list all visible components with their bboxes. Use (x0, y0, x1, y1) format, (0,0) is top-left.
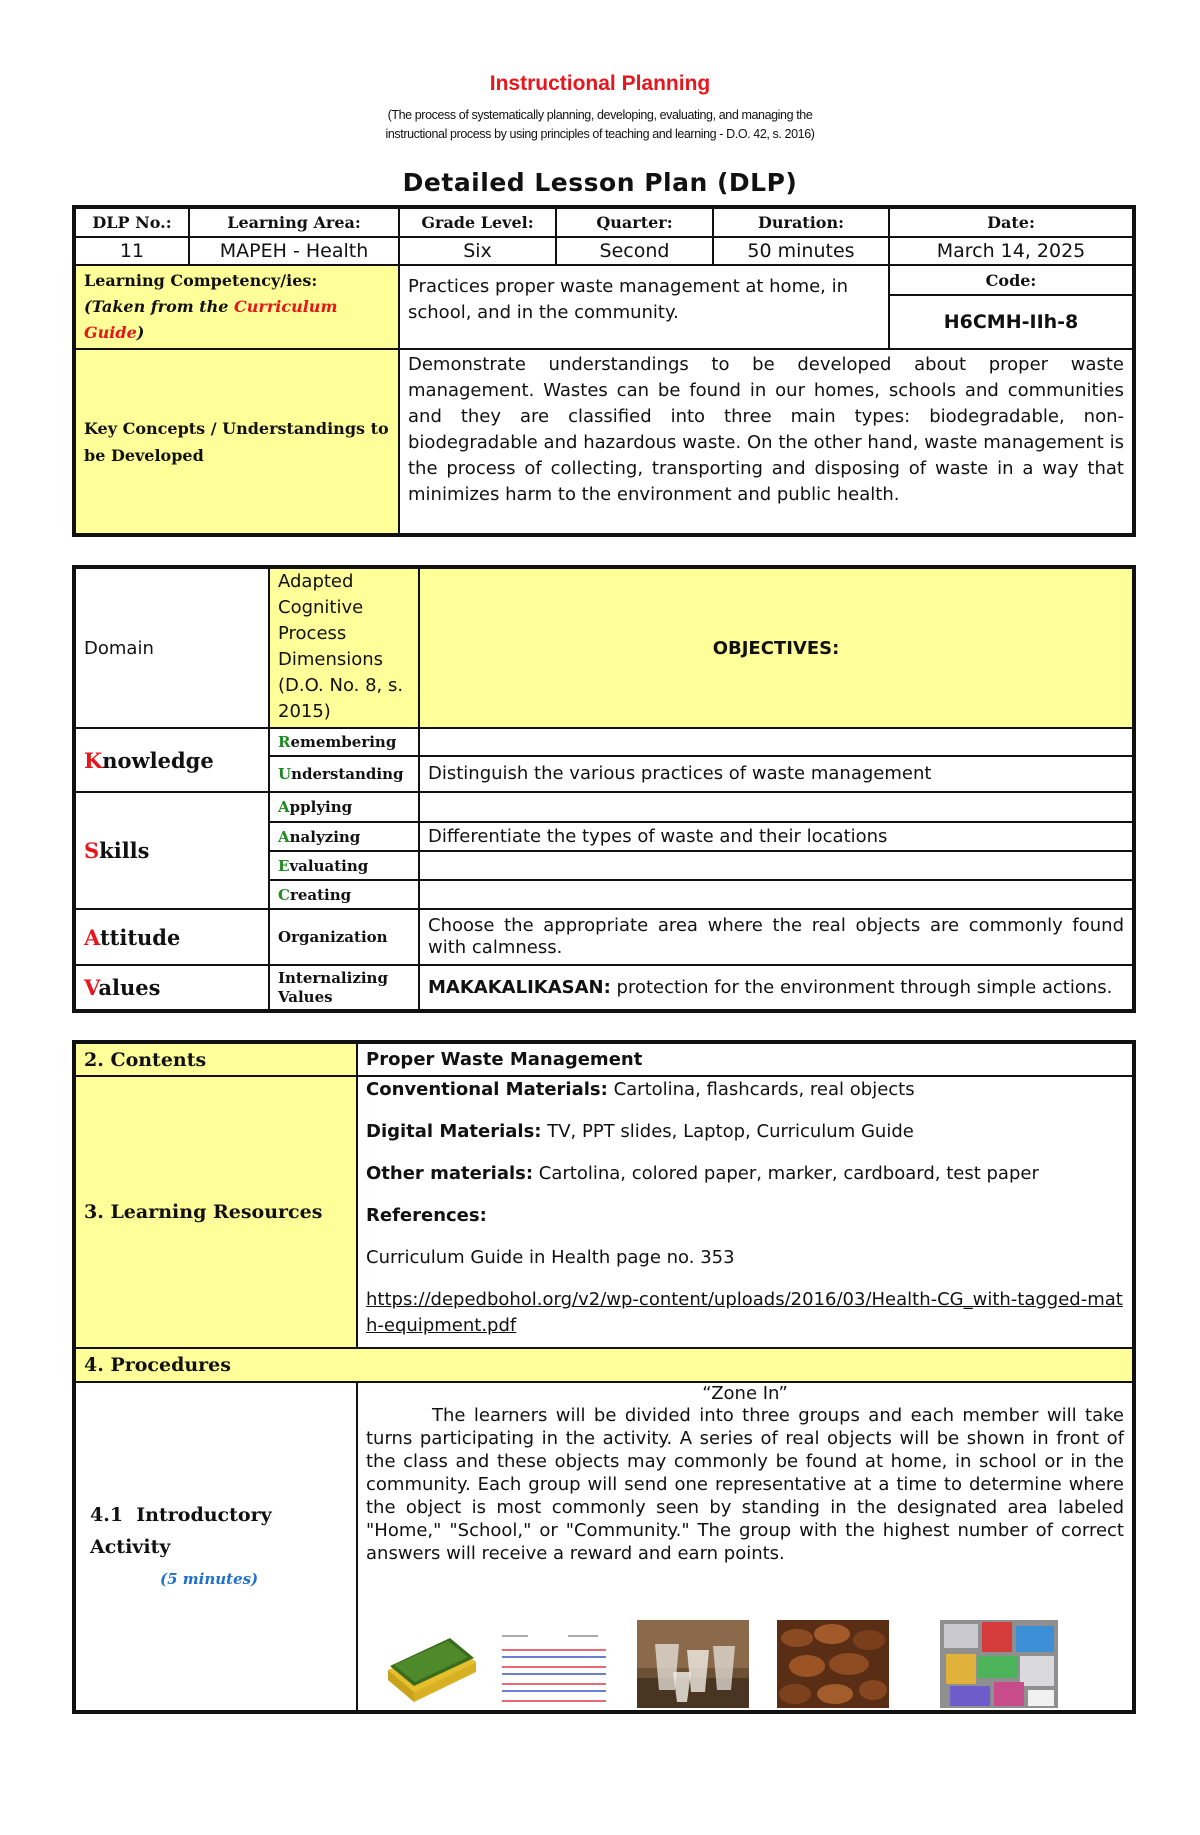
dimension-header: Adapted Cognitive Process Dimensions (D.O. No. 8, s. 2015) (269, 567, 419, 728)
plastic-cups-image (637, 1620, 749, 1708)
resources-cell (357, 1076, 1134, 1348)
dimension-understanding: Understanding (269, 756, 419, 792)
grade-level-label: Grade Level: (399, 207, 556, 237)
objective-values: MAKAKALIKASAN: protection for the environment through simple actions. (419, 965, 1134, 1011)
code-label: Code: (889, 265, 1134, 295)
digital-materials: Digital Materials: TV, PPT slides, Laptop, Curriculum Guide (366, 1121, 914, 1142)
learning-area-value: MAPEH - Health (189, 237, 399, 265)
domain-values: Values (74, 965, 269, 1011)
paper-image (498, 1630, 610, 1706)
page-subtitle (300, 106, 900, 144)
reference-link-wrapper (366, 1287, 1124, 1339)
intro-activity-time: (5 minutes) (160, 1569, 259, 1588)
key-concepts-label: Key Concepts / Understandings to be Developed (74, 349, 399, 535)
page-title: Instructional Planning (489, 72, 711, 95)
subtitle-line-2: instructional process by using principles of teaching and learning - D.O. 42, s. 2016) (385, 127, 815, 141)
activity-text: The learners will be divided into three groups and each member will take turns participating in the activity. A series of real objects will be shown in front of the class and these objects may commonly be found at home, in school or in the community. Each group will send one representative at a time to determine where the object is most commonly seen by standing in the designated area labeled "Home," "School," or "Community." The group with the highest number of correct answers will receive a reward and earn points. (366, 1405, 1124, 1564)
contents-label: 2. Contents (74, 1042, 357, 1076)
resources-label: 3. Learning Resources (74, 1076, 357, 1348)
activity-title: “Zone In” (702, 1383, 788, 1404)
domain-attitude: Attitude (74, 909, 269, 965)
domain-header: Domain (74, 567, 269, 728)
date-value: March 14, 2025 (889, 237, 1134, 265)
dimension-internalizing: Internalizing Values (269, 965, 419, 1011)
competency-note: (Taken from the Curriculum Guide) (84, 297, 338, 342)
objectives-header: OBJECTIVES: (419, 567, 1134, 728)
code-value: H6CMH-IIh-8 (889, 295, 1134, 349)
objective-remembering (419, 728, 1134, 756)
domain-knowledge: Knowledge (74, 728, 269, 792)
objective-understanding: Distinguish the various practices of waste management (419, 756, 1134, 792)
dimension-creating: Creating (269, 880, 419, 909)
sponge-image (380, 1620, 480, 1705)
learning-area-label: Learning Area: (189, 207, 399, 237)
dlp-no-label: DLP No.: (74, 207, 189, 237)
dimension-analyzing: Analyzing (269, 822, 419, 851)
date-label: Date: (889, 207, 1134, 237)
objective-analyzing: Differentiate the types of waste and their locations (419, 822, 1134, 851)
intro-activity-title: 4.1 Introductory Activity (90, 1503, 272, 1558)
reference-curriculum-guide: Curriculum Guide in Health page no. 353 (366, 1247, 735, 1268)
key-concepts-text: Demonstrate understandings to be developed about proper waste management. Wastes can be found in our homes, schools and communities and they are classified into three main types: biodegradable, non-biodegradable and hazardous waste. On the other hand, waste management is the process of collecting, transporting and disposing of waste in a way that minimizes harm to the environment and public health. (399, 349, 1134, 535)
dlp-title: Detailed Lesson Plan (DLP) (402, 168, 798, 197)
plastic-waste-image (940, 1620, 1058, 1708)
objective-evaluating (419, 851, 1134, 880)
dlp-no-value: 11 (74, 237, 189, 265)
quarter-value: Second (556, 237, 713, 265)
dry-leaves-image (777, 1620, 889, 1708)
dimension-remembering: Remembering (269, 728, 419, 756)
dimension-applying: Applying (269, 792, 419, 822)
dimension-evaluating: Evaluating (269, 851, 419, 880)
grade-level-value: Six (399, 237, 556, 265)
contents-value: Proper Waste Management (357, 1042, 1134, 1076)
objectives-table (72, 565, 1136, 1013)
quarter-label: Quarter: (556, 207, 713, 237)
domain-skills: Skills (74, 792, 269, 909)
reference-link[interactable]: https://depedbohol.org/v2/wp-content/uploads/2016/03/Health-CG_with-tagged-math-equipment.pdf (366, 1289, 1123, 1336)
objective-applying (419, 792, 1134, 822)
objective-organization: Choose the appropriate area where the real objects are commonly found with calmness. (419, 909, 1134, 965)
dimension-organization: Organization (269, 909, 419, 965)
contents-table (72, 1040, 1136, 1714)
info-table (72, 205, 1136, 537)
conventional-materials: Conventional Materials: Cartolina, flashcards, real objects (366, 1079, 915, 1100)
competency-label-cell (74, 265, 399, 349)
objective-creating (419, 880, 1134, 909)
intro-activity-label (74, 1382, 357, 1712)
references-label: References: (366, 1205, 487, 1226)
competency-label: Learning Competency/ies: (84, 271, 318, 290)
duration-value: 50 minutes (713, 237, 889, 265)
other-materials: Other materials: Cartolina, colored paper, marker, cardboard, test paper (366, 1163, 1039, 1184)
duration-label: Duration: (713, 207, 889, 237)
subtitle-line-1: (The process of systematically planning, developing, evaluating, and managing the (387, 108, 813, 122)
procedures-label: 4. Procedures (74, 1348, 1134, 1382)
competency-text: Practices proper waste management at home, in school, and in the community. (399, 265, 889, 349)
